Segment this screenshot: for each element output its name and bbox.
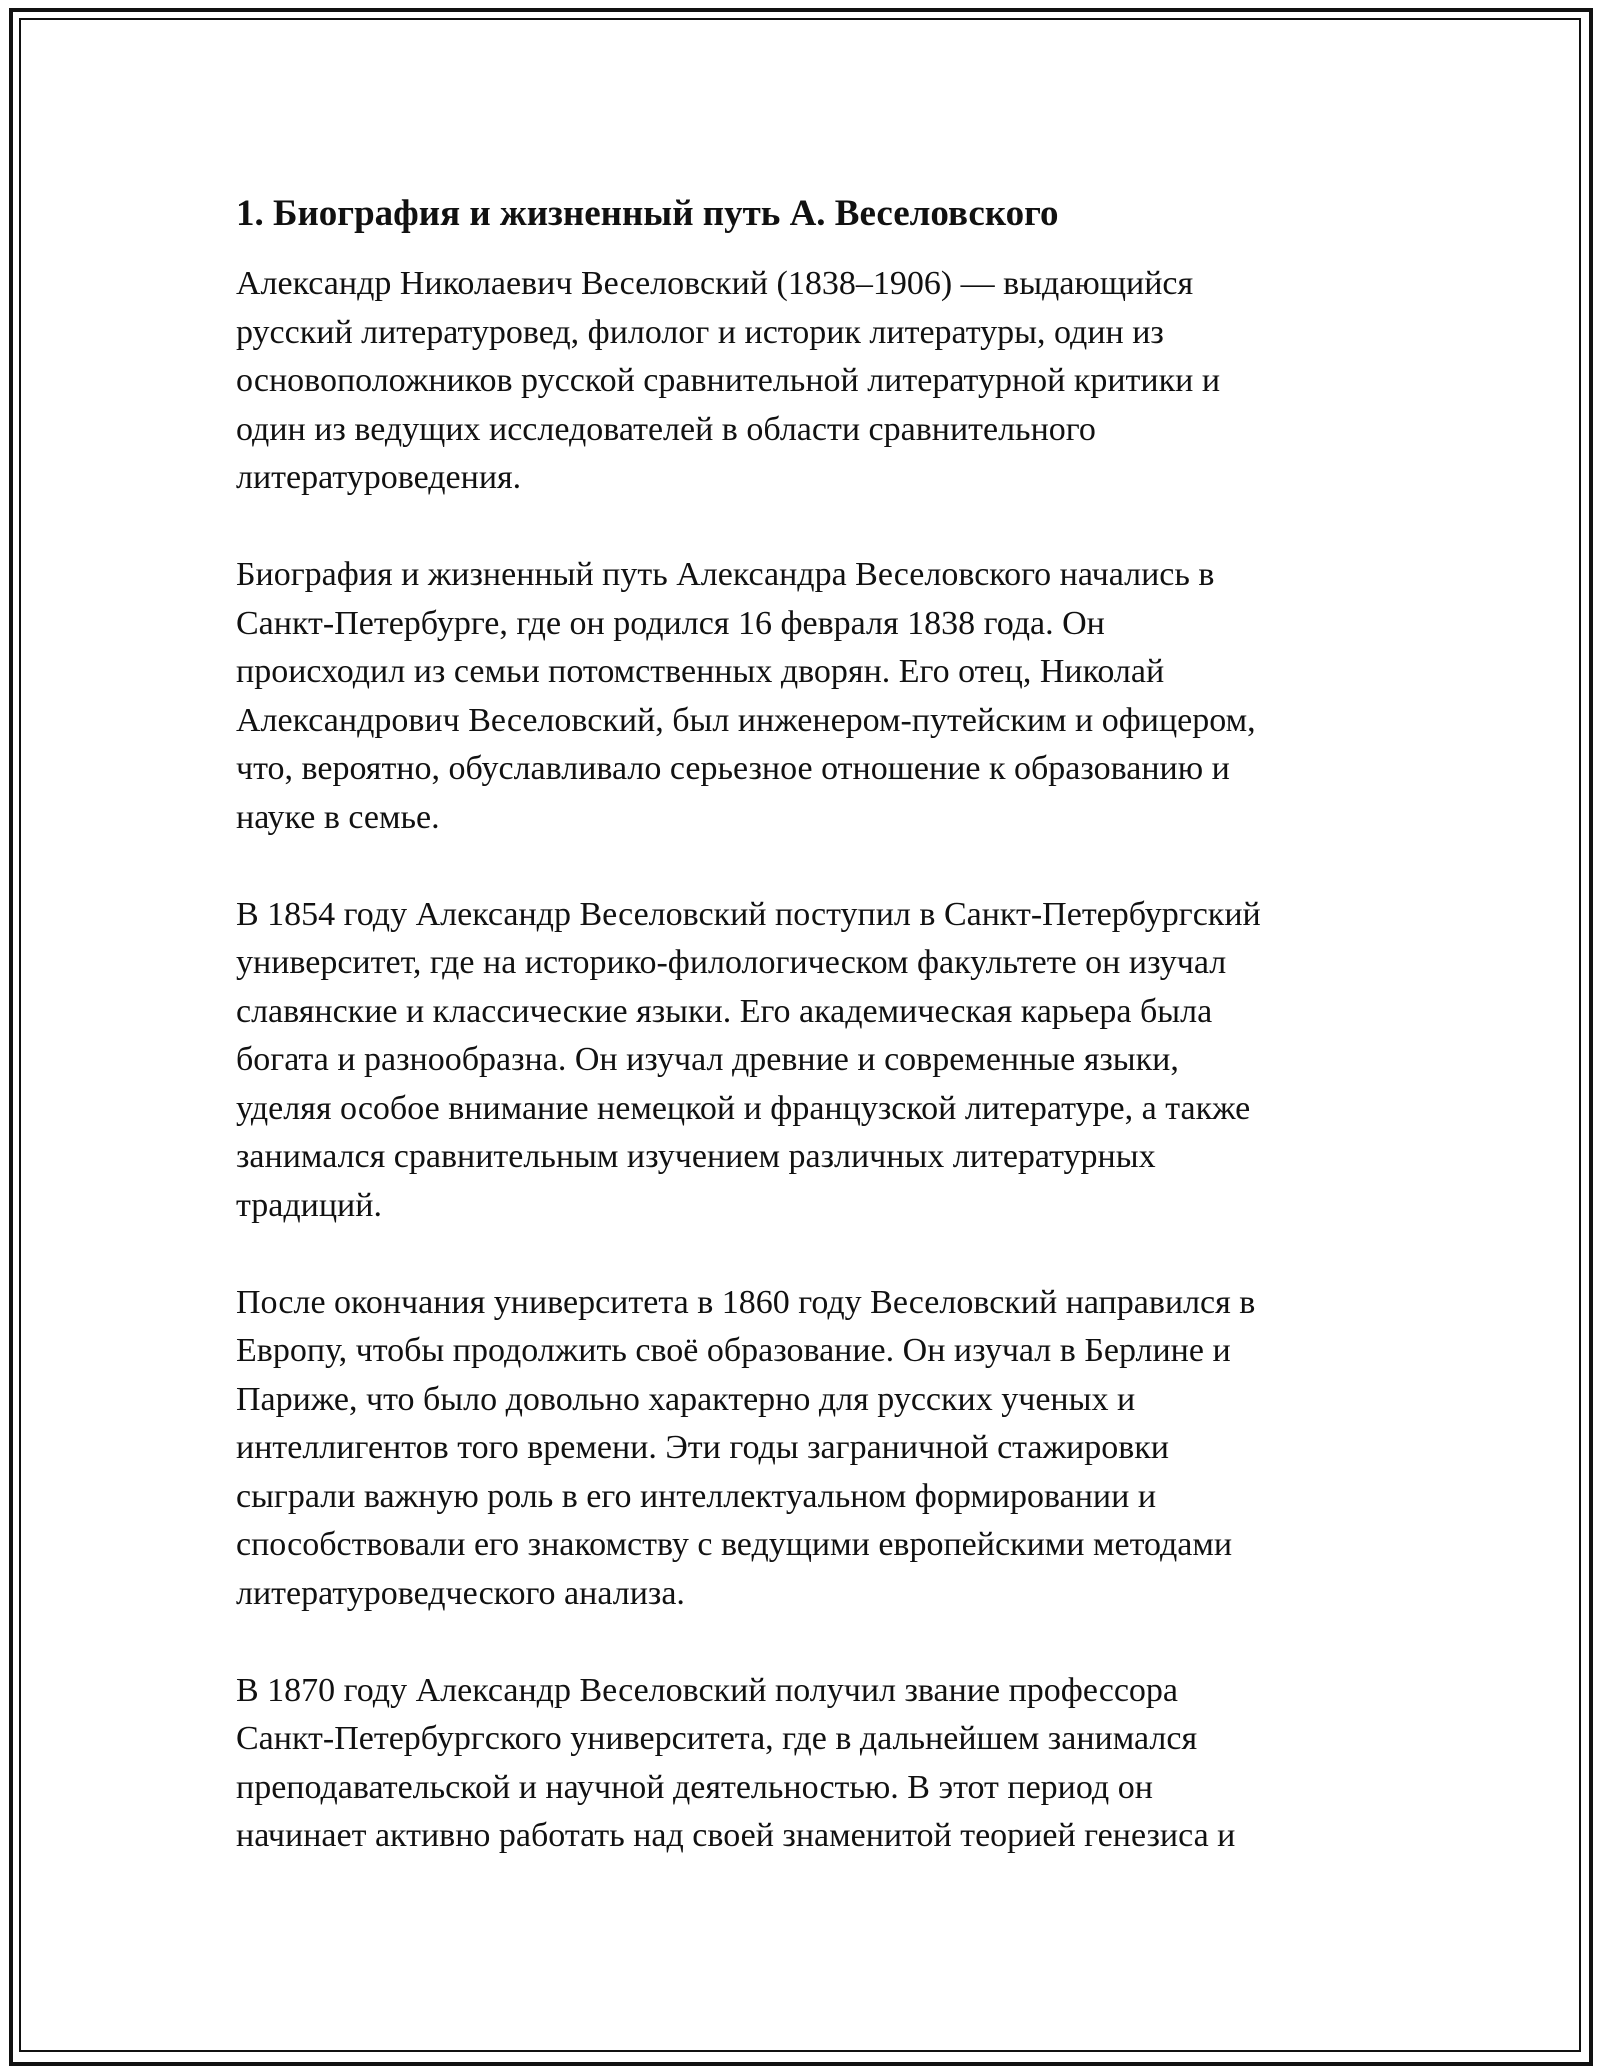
paragraph-intro: Александр Николаевич Веселовский (1838–1906) — выдающийся русский литературовед, филолог и историк литературы, один из основоположников русской сравнительной литературной критики и один из ведущих исследователей в области сравнительного литературоведения. xyxy=(236,265,1221,496)
paragraph-birth: Биография и жизненный путь Александра Веселовского начались в Санкт-Петербурге, где он родился 16 февраля 1838 года. Он происходил из семьи потомственных дворян. Его отец, Николай Александрович Веселовский, был инженером-путейским и офицером, что, вероятно, обуславливало серьезное отношение к образованию и науке в семье. xyxy=(236,556,1256,836)
section-heading: 1. Биография и жизненный путь А. Веселовского xyxy=(236,193,1059,234)
document-body xyxy=(236,190,1366,1909)
paragraph-europe: После окончания университета в 1860 году Веселовский направился в Европу, чтобы продолжить своё образование. Он изучал в Берлине и Париже, что было довольно характерно для русских ученых и интеллигентов того времени. Эти годы заграничной стажировки сыграли важную роль в его интеллектуальном формировании и способствовали его знакомству с ведущими европейскими методами литературоведческого анализа. xyxy=(236,1283,1256,1612)
paragraph-university: В 1854 году Александр Веселовский поступил в Санкт-Петербургский университет, где на историко-филологическом факультете он изучал славянские и классические языки. Его академическая карьера была богата и разнообразна. Он изучал древние и современные языки, уделяя особое внимание немецкой и французской литературе, а также занимался сравнительным изучением различных литературных традиций. xyxy=(236,895,1261,1224)
paragraph-professor: В 1870 году Александр Веселовский получил звание профессора Санкт-Петербургского университета, где в дальнейшем занимался преподавательской и научной деятельностью. В этот период он начинает активно работать над своей знаменитой теорией генезиса и xyxy=(236,1671,1236,1854)
